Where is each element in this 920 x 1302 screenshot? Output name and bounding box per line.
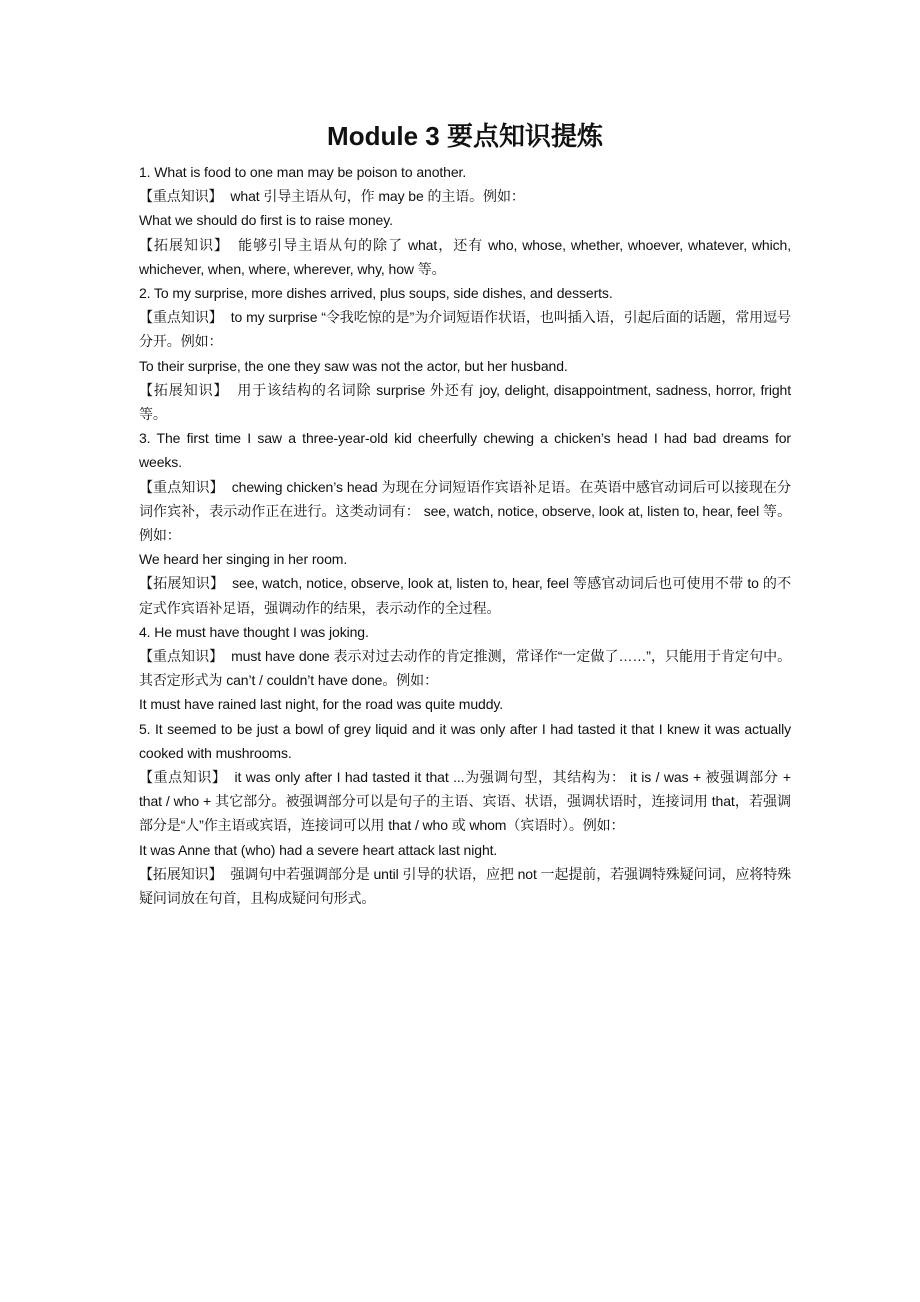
knowledge-item-4 [139, 620, 791, 717]
source-sentence: 4. He must have thought I was joking. [139, 623, 369, 640]
key-knowledge [139, 184, 791, 208]
extended-knowledge [139, 378, 791, 426]
extended-knowledge-text: see, watch, notice, observe, look at, listen to, hear, feel 等感官动词后也可使用不带 to 的不定式作宾语补足语，强调动作的结果，表示动作的全过程。 [139, 575, 791, 616]
extended-knowledge-text: 能够引导主语从句的除了 what，还有 who, whose, whether, whoever, whatever, which, whichever, when, where, wherever, why, how 等。 [139, 236, 791, 277]
key-knowledge-text: must have done 表示对过去动作的肯定推测，常译作“一定做了……”，只能用于肯定句中。其否定形式为 can’t / couldn’t have done。例如： [139, 648, 791, 689]
source-sentence: 5. It seemed to be just a bowl of grey liquid and it was only after I had tasted it that I knew it was actually cooked with mushrooms. [139, 720, 791, 761]
key-knowledge-label: 【重点知识】 [139, 478, 224, 495]
key-knowledge-label: 【重点知识】 [139, 188, 223, 205]
key-knowledge-text: what 引导主语从句，作 may be 的主语。例如： [230, 188, 525, 205]
example-sentence: What we should do first is to raise money. [139, 212, 393, 229]
extended-knowledge [139, 571, 791, 619]
source-sentence: 1. What is food to one man may be poison to another. [139, 164, 467, 180]
knowledge-item-1 [139, 160, 791, 281]
knowledge-item-3 [139, 426, 791, 620]
extended-knowledge [139, 862, 791, 910]
example-sentence: To their surprise, the one they saw was not the actor, but her husband. [139, 357, 568, 374]
knowledge-item-5 [139, 717, 791, 911]
key-knowledge-text: to my surprise “令我吃惊的是”为介词短语作状语，也叫插入语，引起后面的话题，常用逗号分开。例如： [139, 309, 791, 350]
example-sentence: It must have rained last night, for the road was quite muddy. [139, 696, 504, 713]
extended-knowledge-label: 【拓展知识】 [139, 381, 229, 398]
key-knowledge-label: 【重点知识】 [139, 648, 224, 665]
knowledge-item-2 [139, 281, 791, 426]
key-knowledge-label: 【重点知识】 [139, 309, 223, 326]
key-knowledge [139, 765, 791, 838]
key-knowledge [139, 644, 791, 692]
key-knowledge [139, 475, 791, 548]
extended-knowledge-text: 用于该结构的名词除 surprise 外还有 joy, delight, disappointment, sadness, horror, fright 等。 [139, 381, 791, 423]
example-sentence: It was Anne that (who) had a severe heart attack last night. [139, 841, 498, 858]
page-title: Module 3 要点知识提炼 [327, 121, 603, 151]
source-sentence: 3. The first time I saw a three-year-old kid cheerfully chewing a chicken’s head I had bad dreams for weeks. [139, 430, 791, 471]
source-sentence: 2. To my surprise, more dishes arrived, plus soups, side dishes, and desserts. [139, 285, 613, 302]
key-knowledge-text: chewing chicken’s head 为现在分词短语作宾语补足语。在英语中感官动词后可以接现在分词作宾补，表示动作正在进行。这类动词有： see, watch, notice, observe, look at, listen to, hear, feel 等。例如： [139, 478, 791, 544]
key-knowledge [139, 305, 791, 353]
document-page [139, 118, 791, 910]
extended-knowledge-text: 强调句中若强调部分是 until 引导的状语，应把 not 一起提前，若强调特殊疑问词，应将特殊疑问词放在句首，且构成疑问句形式。 [139, 865, 791, 907]
example-sentence: We heard her singing in her room. [139, 551, 348, 568]
extended-knowledge-label: 【拓展知识】 [139, 236, 229, 253]
key-knowledge-label: 【重点知识】 [139, 769, 227, 786]
key-knowledge-text: it was only after I had tasted it that ...为强调句型，其结构为： it is / was + 被强调部分 + that / who + 其它部分。被强调部分可以是句子的主语、宾语、状语，强调状语时，连接词用 that，若强调部分是“人”作主语或宾语，连接词可以用 that / who 或 whom（宾语时）。例如： [139, 769, 791, 834]
extended-knowledge-label: 【拓展知识】 [139, 865, 223, 882]
extended-knowledge [139, 233, 791, 281]
extended-knowledge-label: 【拓展知识】 [139, 575, 225, 592]
